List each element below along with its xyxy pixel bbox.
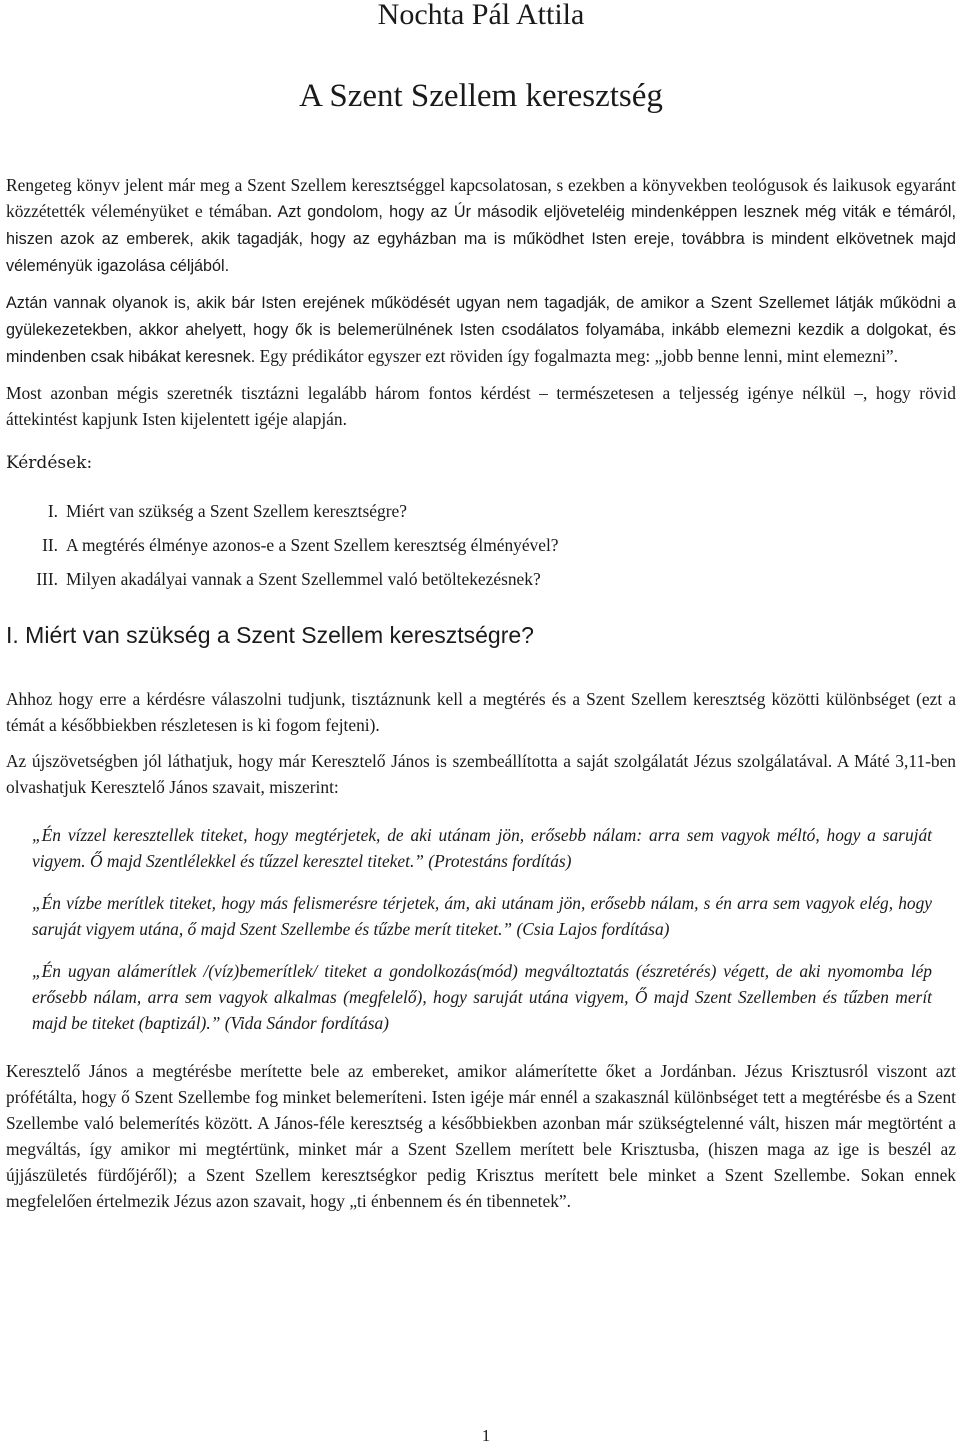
section-1-paragraph-2: Az újszövetségben jól láthatjuk, hogy már Keresztelő János is szembeállította a saját szolgálatát Jézus szolgálatával. A Máté 3,11-ben olvashatjuk Keresztelő János szavait, miszerint: xyxy=(6,751,956,797)
intro-paragraph-2 xyxy=(6,289,956,370)
intro-paragraph-3: Most azonban mégis szeretnék tisztázni legalább három fontos kérdést – természetesen a teljesség igénye nélkül –, hogy rövid áttekintést kapjunk Isten kijelentett igéje alapján. xyxy=(6,383,956,429)
section-1-paragraph-1: Ahhoz hogy erre a kérdésre válaszolni tudjunk, tisztáznunk kell a megtérés és a Szent Szellem keresztség közötti különbséget (ezt a témát a későbbiekben részletesen is ki fogom fejteni). xyxy=(6,689,956,735)
document-body xyxy=(6,172,956,1224)
intro-paragraph-1 xyxy=(6,172,956,279)
question-item xyxy=(6,562,956,596)
question-item xyxy=(6,528,956,562)
bible-quote-vida: „Én ugyan alámerítlek /(víz)bemerítlek/ titeket a gondolkozás(mód) megváltoztatás (észretérés) végett, de aki nyomomba lép erősebb nálam, arra sem vagyok alkalmas (megfelelő), hogy saruját utána vigyem, Ő majd Szent Szellemben és tűzben merít majd be titeket (baptizál).” (Vida Sándor fordítása) xyxy=(32,961,932,1033)
question-number: III. xyxy=(36,569,58,589)
question-text: Milyen akadályai vannak a Szent Szellemmel való betöltekezésnek? xyxy=(66,569,541,589)
section-1-heading: I. Miért van szükség a Szent Szellem keresztségre? xyxy=(6,622,534,648)
questions-list xyxy=(6,494,956,596)
question-number: II. xyxy=(42,535,58,555)
question-text: A megtérés élménye azonos-e a Szent Szellem keresztség élményével? xyxy=(66,535,559,555)
intro-paragraph-1-serif: Rengeteg könyv jelent már meg a Szent Szellem keresztséggel kapcsolatosan, s ezekben a könyvekben teológusok és laikusok egyaránt közzétették véleményüket e témában. xyxy=(6,175,956,221)
intro-paragraph-2-sans: Aztán vannak olyanok is, akik bár Isten erejének működését ugyan nem tagadják, de amikor a Szent Szellemet látják működni a gyülekezetekben, akkor ahelyett, hogy ők is belemerülnének Isten csodálatos folyamába, inkább elemezni kezdik a dolgokat, és mindenben csak hibákat keresnek. xyxy=(6,294,956,366)
intro-paragraph-2-serif: Egy prédikátor egyszer ezt röviden így fogalmazta meg: „jobb benne lenni, mint elemezni”. xyxy=(255,346,898,366)
bible-quote-csia: „Én vízbe merítlek titeket, hogy más felismerésre térjetek, ám, aki utánam jön, erősebb nálam, s én arra sem vagyok elég, hogy saruját vigyem utána, ő majd Szent Szellembe és tűzbe merít titeket.” (Csia Lajos fordítása) xyxy=(32,893,932,939)
page-number: 1 xyxy=(481,1426,491,1445)
section-1-paragraph-3 xyxy=(6,1058,956,1214)
question-item xyxy=(6,494,956,528)
section-1-paragraph-3-main: Keresztelő János a megtérésbe merítette bele az embereket, amikor alámerítette őket a Jordánban. Jézus Krisztusról viszont azt prófétálta, hogy ő Szent Szellembe fog minket belemeríteni. Isten igéje már ennél a szakasznál különbséget tett a megtérésbe és a Szent Szellembe való belemerítés között. A János-féle keresztség a későbbiekben azonban már szükségtelenné vált, hiszen már megtörtént a megváltás, így amikor mi megtértünk, minket már a Szent Szellem merített bele Krisztusba, (hiszen maga az ige is beszél az újjászületés fürdőjéről); a Szent Szellem keresztségkor pedig Krisztus merített bele minket a Szent Szellembe. xyxy=(6,1061,956,1185)
section-1-paragraph-3-end: Sokan ennek megfelelően értelmezik Jézus azon szavait, hogy „ti énbennem és én tibennetek”. xyxy=(6,1165,956,1211)
document-title: A Szent Szellem keresztség xyxy=(299,78,663,114)
questions-label: Kérdések: xyxy=(6,453,93,473)
bible-quote-protestant: „Én vízzel keresztellek titeket, hogy megtérjetek, de aki utánam jön, erősebb nálam: arra sem vagyok méltó, hogy a saruját vigyem. Ő majd Szentlélekkel és tűzzel keresztel titeket.” (Protestáns fordítás) xyxy=(32,825,932,871)
question-text: Miért van szükség a Szent Szellem keresztségre? xyxy=(66,501,407,521)
intro-paragraph-1-sans: Azt gondolom, hogy az Úr második eljöveteléig mindenképpen lesznek még viták e témáról, hiszen azok az emberek, akik tagadják, hogy az egyházban ma is működhet Isten ereje, továbbra is mindent elkövetnek majd véleményük igazolása céljából. xyxy=(6,203,956,275)
question-number: I. xyxy=(47,501,58,521)
author-name: Nochta Pál Attila xyxy=(377,0,585,31)
